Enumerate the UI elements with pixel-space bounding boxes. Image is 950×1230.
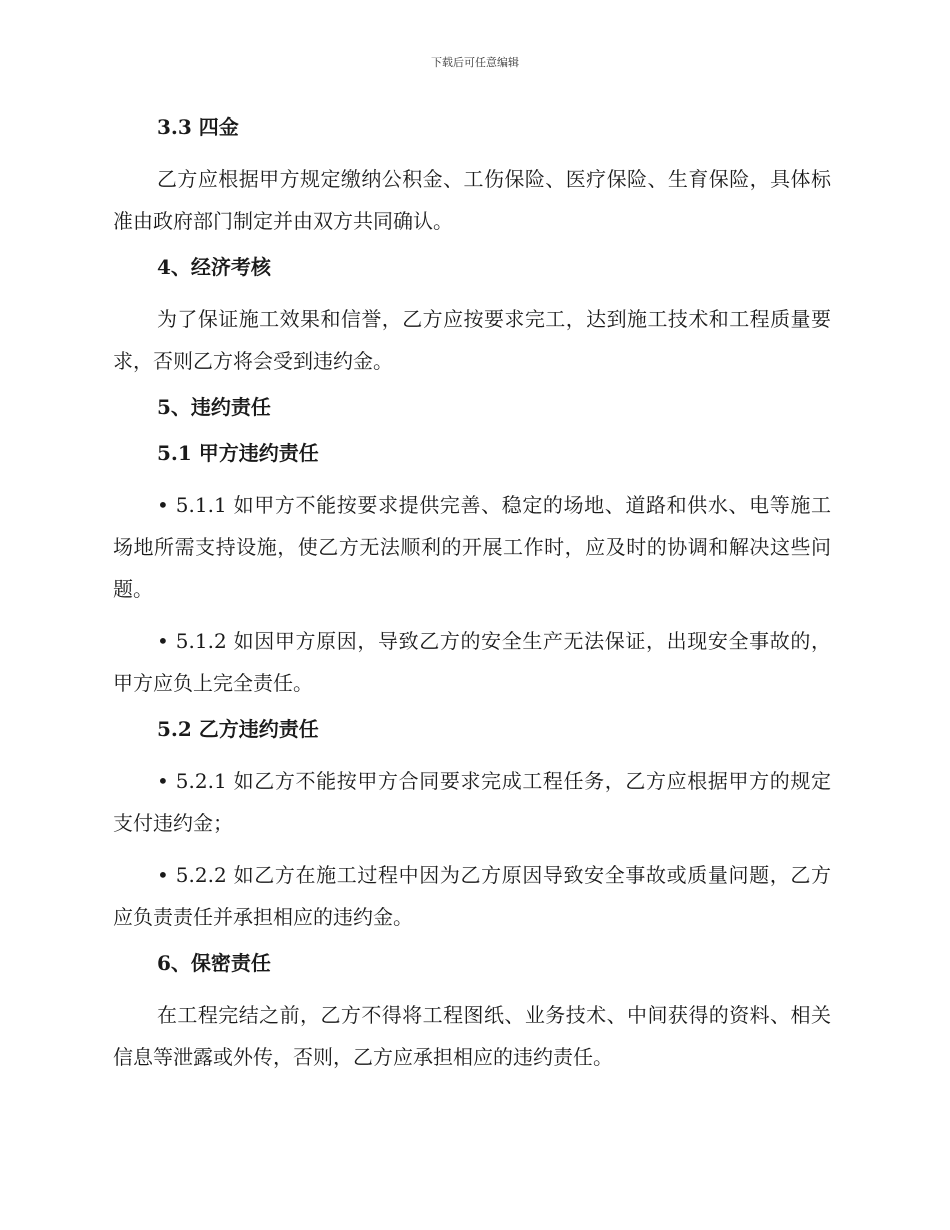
section-heading: 6、保密责任	[157, 951, 271, 975]
section-heading: 4、经济考核	[157, 255, 271, 279]
subsection-heading: 5.1 甲方违约责任	[157, 441, 319, 465]
list-item: • 5.2.1 如乙方不能按甲方合同要求完成工程任务，乙方应根据甲方的规定支付违约金；	[113, 769, 831, 835]
section-heading: 3.3 四金	[157, 115, 239, 139]
body-paragraph: 乙方应根据甲方规定缴纳公积金、工伤保险、医疗保险、生育保险，具体标准由政府部门制定并由双方共同确认。	[113, 167, 831, 233]
list-item: • 5.2.2 如乙方在施工过程中因为乙方原因导致安全事故或质量问题，乙方应负责责任并承担相应的违约金。	[113, 863, 831, 929]
list-item: • 5.1.2 如因甲方原因，导致乙方的安全生产无法保证，出现安全事故的，甲方应负上完全责任。	[113, 629, 831, 695]
section-heading: 5、违约责任	[157, 395, 271, 419]
body-paragraph: 为了保证施工效果和信誉，乙方应按要求完工，达到施工技术和工程质量要求，否则乙方将会受到违约金。	[113, 307, 831, 373]
document-body	[113, 112, 831, 1088]
body-paragraph: 在工程完结之前，乙方不得将工程图纸、业务技术、中间获得的资料、相关信息等泄露或外传，否则，乙方应承担相应的违约责任。	[113, 1003, 831, 1069]
list-item: • 5.1.1 如甲方不能按要求提供完善、稳定的场地、道路和供水、电等施工场地所需支持设施，使乙方无法顺利的开展工作时，应及时的协调和解决这些问题。	[113, 493, 831, 601]
page-header: 下载后可任意编辑	[431, 56, 519, 69]
subsection-heading: 5.2 乙方违约责任	[157, 717, 319, 741]
